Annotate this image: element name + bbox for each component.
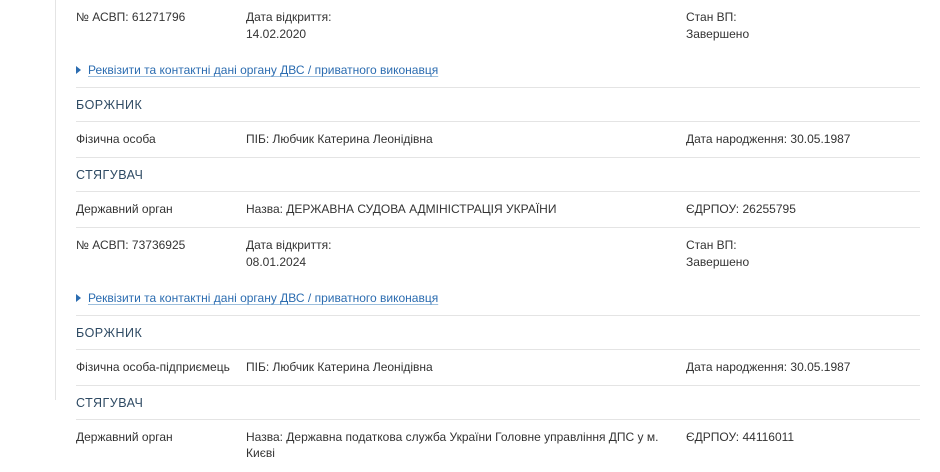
case-number-label: № АСВП: [76, 10, 129, 24]
status-label: Стан ВП: [686, 238, 737, 252]
creditor-name: Назва: ДЕРЖАВНА СУДОВА АДМІНІСТРАЦІЯ УКРАЇНИ [246, 202, 557, 216]
debtor-section-header [56, 88, 940, 122]
creditor-type: Державний орган [76, 430, 173, 444]
open-date-label: Дата відкриття: [246, 10, 332, 24]
caret-right-icon [76, 294, 81, 302]
debtor-heading: БОРЖНИК [76, 98, 143, 112]
debtor-name: ПІБ: Любчик Катерина Леонідівна [246, 132, 433, 146]
creditor-row [56, 420, 940, 472]
creditor-row [56, 192, 940, 228]
creditor-section-header [56, 386, 940, 420]
creditor-name: Назва: Державна податкова служба України Головне управління ДПС у м. Києві [246, 430, 659, 460]
case-summary-row [56, 228, 940, 282]
executor-details-toggle-label: Реквізити та контактні дані органу ДВС / приватного виконавця [88, 63, 439, 77]
debtor-heading: БОРЖНИК [76, 326, 143, 340]
creditor-edrpou: ЄДРПОУ: 44116011 [686, 430, 795, 444]
creditor-section-header [56, 158, 940, 192]
case-number-label: № АСВП: [76, 238, 129, 252]
open-date-value: 08.01.2024 [246, 255, 307, 269]
executor-details-toggle-row [56, 54, 940, 88]
creditor-heading: СТЯГУВАЧ [76, 396, 144, 410]
debtor-type: Фізична особа-підприємець [76, 360, 230, 374]
executor-details-toggle-label: Реквізити та контактні дані органу ДВС / приватного виконавця [88, 291, 439, 305]
status-cell [686, 237, 920, 271]
debtor-row [56, 350, 940, 386]
case-number-value: 61271796 [131, 10, 186, 24]
status-cell [686, 9, 920, 43]
debtor-type: Фізична особа [76, 132, 156, 146]
debtor-birthdate: Дата народження: 30.05.1987 [686, 360, 851, 374]
executor-details-toggle[interactable] [76, 290, 438, 306]
debtor-row [56, 122, 940, 158]
open-date-label: Дата відкриття: [246, 238, 332, 252]
case-list [56, 0, 940, 472]
executor-details-toggle[interactable] [76, 62, 438, 78]
case-number-cell [76, 9, 246, 26]
creditor-type: Державний орган [76, 202, 173, 216]
case-number-value: 73736925 [131, 238, 186, 252]
open-date-cell [246, 9, 686, 43]
status-value: Завершено [686, 255, 750, 269]
open-date-value: 14.02.2020 [246, 27, 307, 41]
case-number-cell [76, 237, 246, 254]
case-summary-row [56, 0, 940, 54]
status-value: Завершено [686, 27, 750, 41]
debtor-name: ПІБ: Любчик Катерина Леонідівна [246, 360, 433, 374]
debtor-section-header [56, 316, 940, 350]
status-label: Стан ВП: [686, 10, 737, 24]
creditor-edrpou: ЄДРПОУ: 26255795 [686, 202, 796, 216]
caret-right-icon [76, 66, 81, 74]
creditor-heading: СТЯГУВАЧ [76, 168, 144, 182]
open-date-cell [246, 237, 686, 271]
debtor-birthdate: Дата народження: 30.05.1987 [686, 132, 851, 146]
executor-details-toggle-row [56, 282, 940, 316]
